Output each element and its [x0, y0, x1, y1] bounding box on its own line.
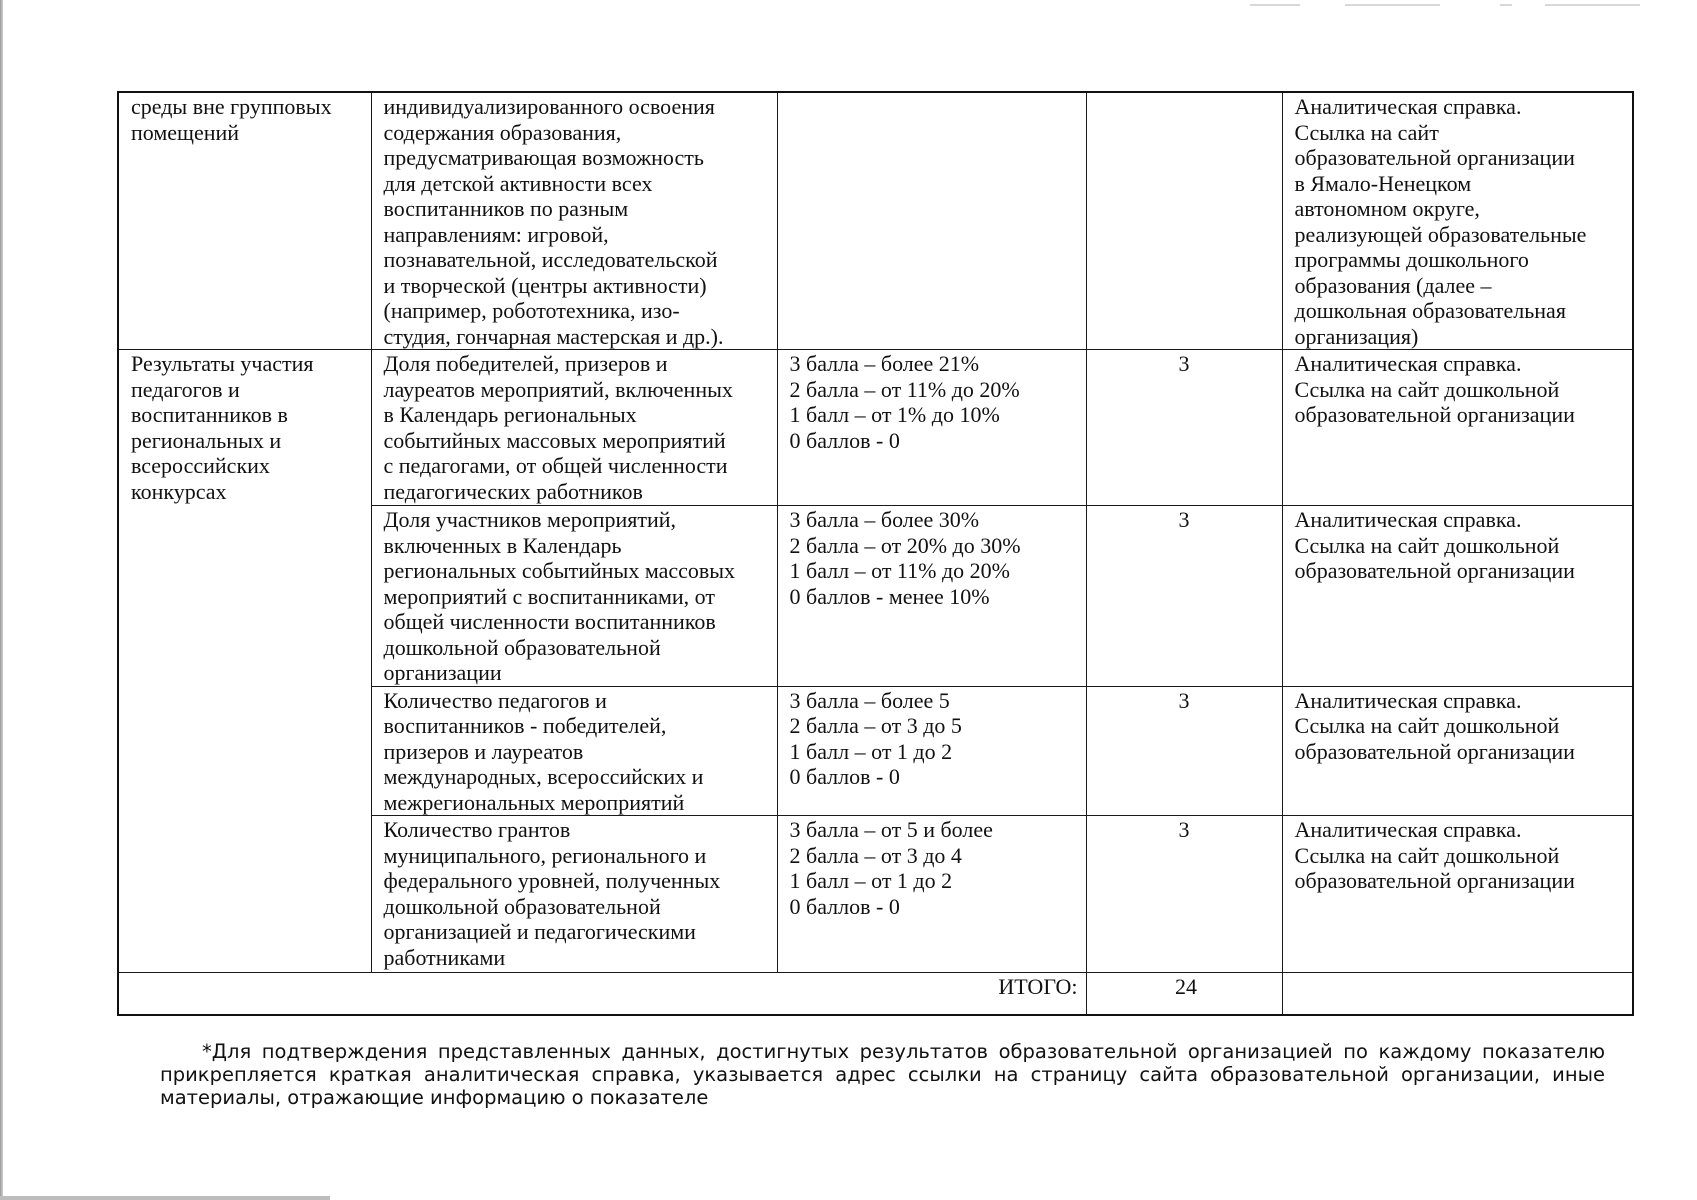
scale-text: 1 балл – от 1 до 2: [789, 738, 953, 764]
scale-cell: [777, 506, 1086, 687]
scale-text: 3 балла – более 5: [789, 687, 950, 713]
criterion-text: всероссийских: [131, 453, 270, 478]
scan-mark: [1345, 4, 1440, 6]
indicator-text: Количество педагогов и: [383, 687, 607, 713]
scale-text: 3 балла – от 5 и более: [789, 817, 993, 842]
total-row: [118, 973, 1633, 1015]
indicator-text: региональных событийных массовых: [383, 558, 736, 583]
total-value: 24: [1086, 973, 1282, 1015]
scale-text: 1 балл – от 1% до 10%: [789, 402, 1000, 427]
scan-edge: [0, 1196, 330, 1200]
indicator-text: Доля победителей, призеров и: [383, 351, 668, 376]
indicator-text: включенных в Календарь: [383, 532, 622, 558]
scale-text: 2 балла – от 11% до 20%: [789, 376, 1020, 402]
source-text: образования (далее –: [1294, 272, 1492, 298]
criterion-text: среды вне групповых: [131, 94, 332, 119]
indicator-text: организации: [383, 660, 502, 685]
indicator-text: мероприятий с воспитанниками, от: [383, 583, 715, 609]
scan-mark: [1250, 4, 1300, 6]
scale-cell: [777, 816, 1086, 973]
scan-mark: [1545, 4, 1640, 6]
indicator-text: муниципального, регионального и: [383, 842, 707, 868]
criteria-table: [117, 91, 1634, 1016]
source-cell: [1282, 92, 1633, 350]
source-text: образовательной организации: [1294, 868, 1575, 893]
total-label: ИТОГО:: [118, 973, 1086, 1015]
indicator-cell: [371, 350, 777, 506]
indicator-text: познавательной, исследовательской: [383, 247, 718, 272]
scale-text: 3 балла – более 30%: [789, 507, 980, 532]
source-text: дошкольная образовательная: [1294, 298, 1566, 323]
source-text: Ссылка на сайт: [1294, 119, 1439, 145]
scale-text: 2 балла – от 3 до 5: [789, 713, 962, 738]
indicator-text: с педагогами, от общей численности: [383, 453, 728, 478]
indicator-text: лауреатов мероприятий, включенных: [383, 376, 733, 402]
criterion-text: воспитанников в: [131, 402, 288, 427]
source-text: Аналитическая справка.: [1294, 94, 1522, 119]
indicator-cell: [371, 506, 777, 687]
table-row: [118, 350, 1633, 506]
indicator-text: Доля участников мероприятий,: [383, 507, 677, 532]
criterion-text: педагогов и: [131, 376, 240, 402]
criterion-text: Результаты участия: [131, 351, 314, 376]
indicator-text: дошкольной образовательной: [383, 893, 661, 919]
score-cell: 3: [1086, 506, 1282, 687]
scale-text: 3 балла – более 21%: [789, 351, 980, 376]
indicator-text: индивидуализированного освоения: [383, 94, 715, 119]
indicator-text: Количество грантов: [383, 817, 571, 842]
scale-text: 2 балла – от 3 до 4: [789, 842, 962, 868]
scan-edge: [0, 0, 3, 1200]
indicator-text: содержания образования,: [383, 119, 622, 145]
scale-text: 0 баллов - 0: [789, 764, 900, 789]
scale-text: 2 балла – от 20% до 30%: [789, 532, 1021, 558]
indicator-text: международных, всероссийских и: [383, 764, 704, 789]
source-cell: [1282, 506, 1633, 687]
source-text: автономном округе,: [1294, 196, 1480, 221]
indicator-text: воспитанников по разным: [383, 196, 629, 221]
indicator-text: общей численности воспитанников: [383, 609, 716, 634]
source-cell: [1282, 816, 1633, 973]
indicator-text: призеров и лауреатов: [383, 738, 584, 764]
indicator-text: межрегиональных мероприятий: [383, 789, 685, 815]
score-cell: 3: [1086, 816, 1282, 973]
criterion-cell: [118, 350, 371, 973]
source-cell: [1282, 350, 1633, 506]
source-text: Аналитическая справка.: [1294, 817, 1522, 842]
source-text: программы дошкольного: [1294, 247, 1529, 272]
criterion-text: конкурсах: [131, 478, 227, 504]
indicator-text: в Календарь региональных: [383, 402, 637, 427]
scale-text: 1 балл – от 1 до 2: [789, 868, 953, 893]
source-text: Аналитическая справка.: [1294, 687, 1522, 713]
indicator-text: дошкольной образовательной: [383, 634, 661, 660]
total-empty-cell: [1282, 973, 1633, 1015]
scale-text: 0 баллов - менее 10%: [789, 583, 990, 609]
criterion-cell: [118, 92, 371, 350]
scan-mark: [1500, 4, 1512, 6]
indicator-text: предусматривающая возможность: [383, 145, 704, 170]
source-text: Аналитическая справка.: [1294, 351, 1522, 376]
source-text: образовательной организации: [1294, 558, 1575, 583]
indicator-text: (например, робототехника, изо-: [383, 298, 680, 323]
indicator-text: педагогических работников: [383, 478, 643, 504]
indicator-text: событийных массовых мероприятий: [383, 427, 726, 453]
source-text: Аналитическая справка.: [1294, 507, 1522, 532]
scale-text: 0 баллов - 0: [789, 427, 900, 453]
table-row: [118, 92, 1633, 350]
indicator-text: студия, гончарная мастерская и др.).: [383, 323, 724, 349]
source-text: организация): [1294, 323, 1419, 349]
score-cell: [1086, 92, 1282, 350]
source-text: Ссылка на сайт дошкольной: [1294, 713, 1560, 738]
indicator-text: направлениям: игровой,: [383, 221, 609, 247]
indicator-text: для детской активности всех: [383, 170, 653, 196]
scale-cell: [777, 350, 1086, 506]
source-text: образовательной организации: [1294, 738, 1575, 764]
indicator-text: организацией и педагогическими: [383, 919, 696, 944]
source-text: в Ямало-Ненецком: [1294, 170, 1472, 196]
source-cell: [1282, 686, 1633, 816]
indicator-text: воспитанников - победителей,: [383, 713, 667, 738]
scale-cell: [777, 92, 1086, 350]
source-text: Ссылка на сайт дошкольной: [1294, 376, 1560, 402]
source-text: Ссылка на сайт дошкольной: [1294, 842, 1560, 868]
scale-text: 0 баллов - 0: [789, 893, 900, 919]
criterion-text: помещений: [131, 119, 240, 145]
criterion-text: региональных и: [131, 427, 282, 453]
source-text: образовательной организации: [1294, 145, 1575, 170]
score-cell: 3: [1086, 350, 1282, 506]
indicator-cell: [371, 92, 777, 350]
footnote: *Для подтверждения представленных данных, достигнутых результатов образовательной организацией по каждому показателю прикрепляется краткая аналитическая справка, указывается адрес ссылки на страницу сайта образовательной организации, иные материалы, отражающие информацию о показателе: [160, 1040, 1605, 1109]
indicator-text: работниками: [383, 944, 506, 970]
scale-text: 1 балл – от 11% до 20%: [789, 558, 1010, 583]
indicator-text: и творческой (центры активности): [383, 272, 707, 298]
indicator-cell: [371, 686, 777, 816]
indicator-text: федерального уровней, полученных: [383, 868, 721, 893]
score-cell: 3: [1086, 686, 1282, 816]
source-text: образовательной организации: [1294, 402, 1575, 427]
source-text: реализующей образовательные: [1294, 221, 1587, 247]
source-text: Ссылка на сайт дошкольной: [1294, 532, 1560, 558]
indicator-cell: [371, 816, 777, 973]
scale-cell: [777, 686, 1086, 816]
